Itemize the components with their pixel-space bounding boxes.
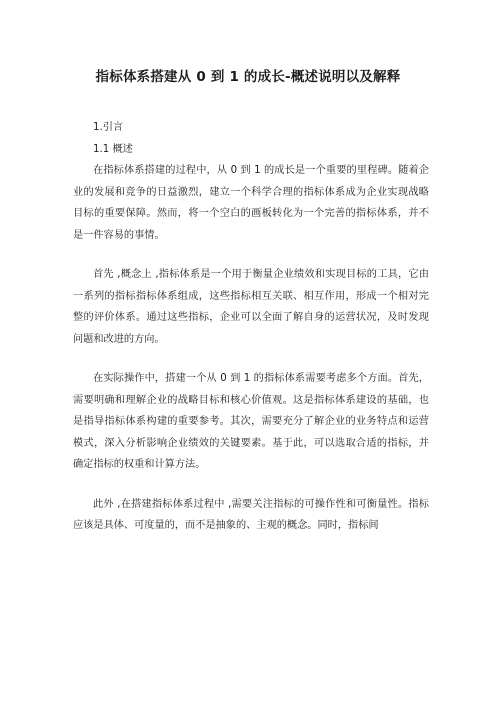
section-heading: 1.引言	[93, 122, 124, 133]
paragraph: 在指标体系搭建的过程中，从 0 到 1 的成长是一个重要的里程碑。随着企业的发展和竞争的日益激烈，建立一个科学合理的指标体系成为企业实现战略目标的重要保障。然而，将一个空白的画板转化为一个完善的指标体系，并不是一件容易的事情。	[73, 165, 429, 241]
paragraph: 此外 ,在搭建指标体系过程中 ,需要关注指标的可操作性和可衡量性。指标应该是具体、可度量的，而不是抽象的、主观的概念。同时，指标间	[73, 498, 429, 531]
document-body	[73, 117, 429, 555]
document-title: 指标体系搭建从 0 到 1 的成长-概述说明以及解释	[95, 69, 401, 85]
paragraph: 在实际操作中，搭建一个从 0 到 1 的指标体系需要考虑多个方面。首先，需要明确和理解企业的战略目标和核心价值观。这是指标体系建设的基础，也是指导指标体系构建的重要参考。其次，需要充分了解企业的业务特点和运营模式，深入分析影响企业绩效的关键要素。基于此，可以选取合适的指标，并确定指标的权重和计算方法。	[73, 373, 429, 470]
subsection-heading: 1.1 概述	[93, 143, 133, 155]
paragraph: 首先 ,概念上 ,指标体系是一个用于衡量企业绩效和实现目标的工具，它由一系列的指标指标体系组成，这些指标相互关联、相互作用，形成一个相对完整的评价体系。通过这些指标，企业可以全面了解自身的运营状况，及时发现问题和改进的方向。	[73, 269, 429, 345]
